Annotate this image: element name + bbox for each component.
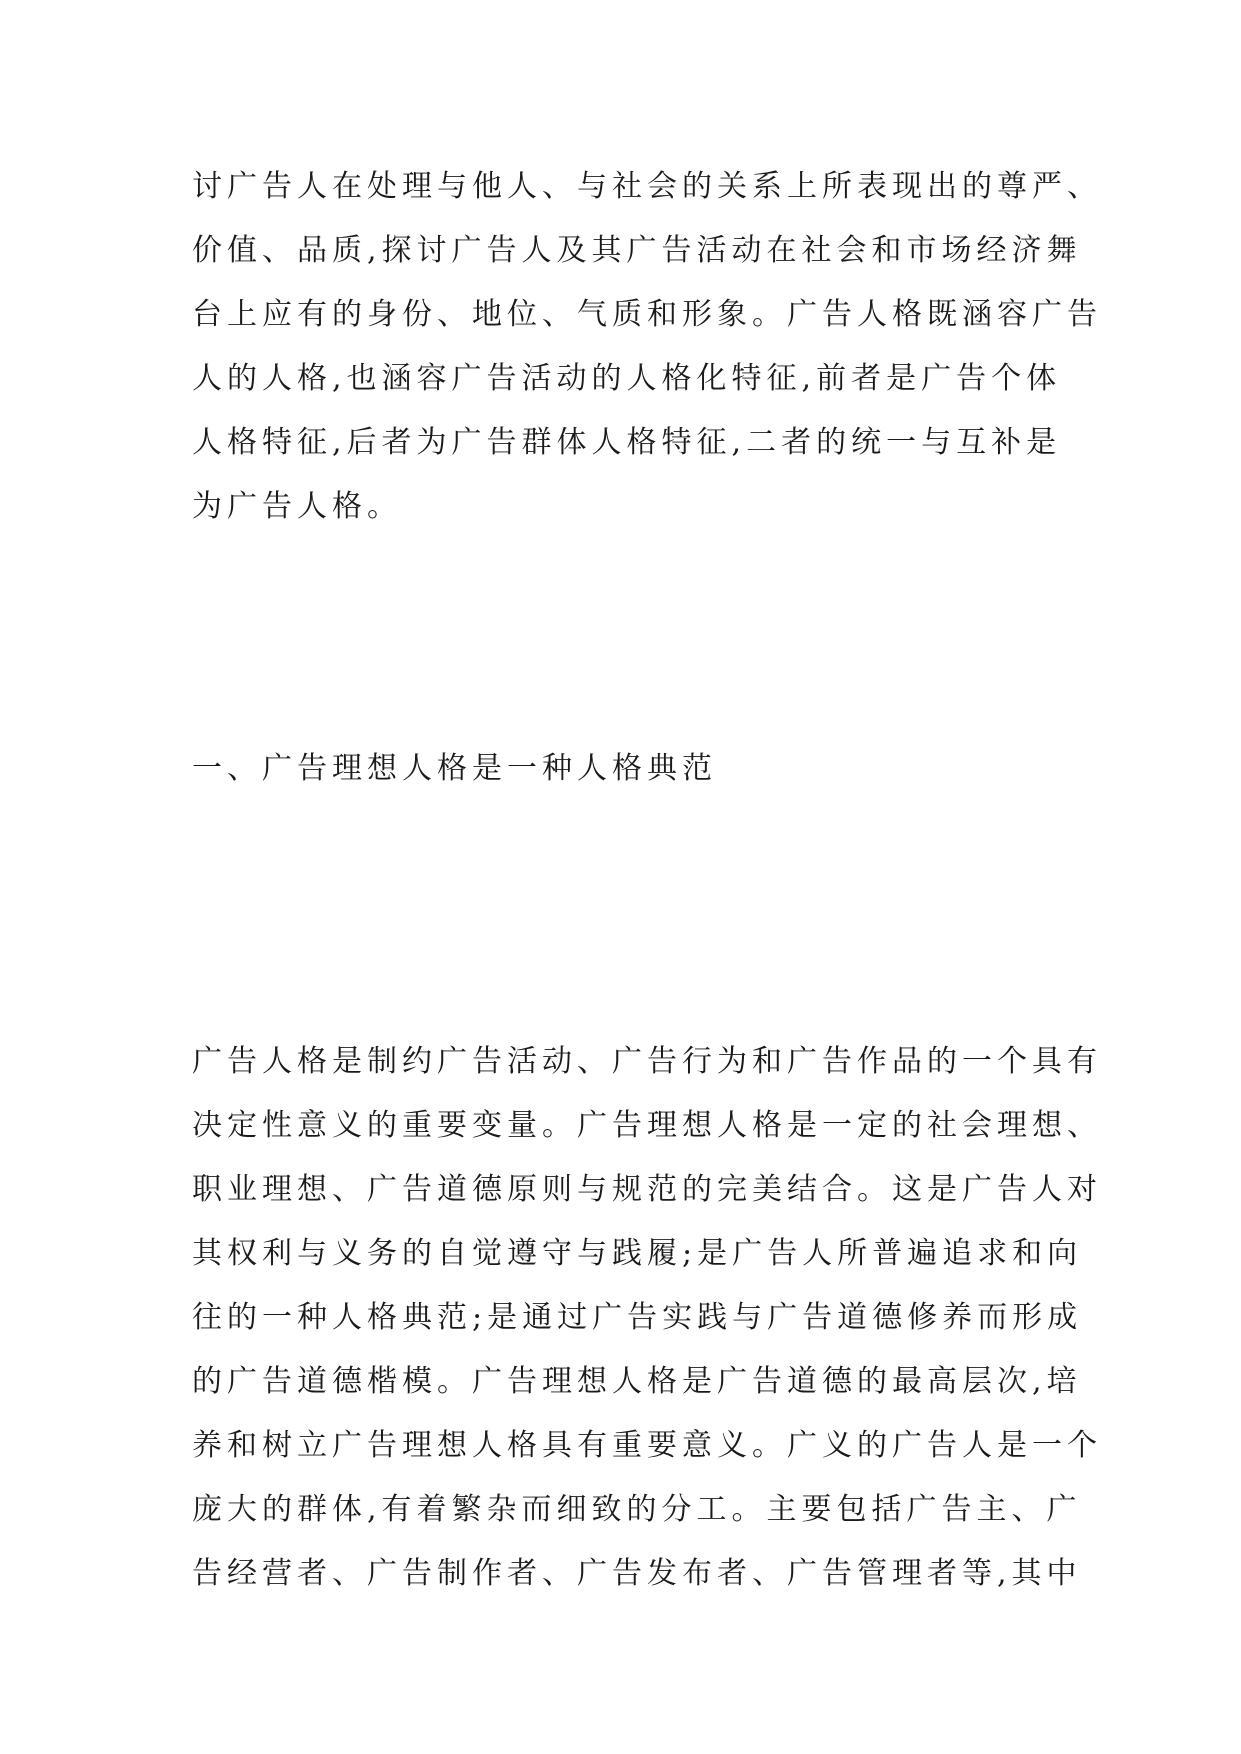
- text-line: 的广告道德楷模。广告理想人格是广告道德的最高层次,培: [192, 1364, 1082, 1399]
- text-line: 往的一种人格典范;是通过广告实践与广告道德修养而形成: [192, 1300, 1083, 1335]
- text-line: 其权利与义务的自觉遵守与践履;是广告人所普遍追求和向: [192, 1236, 1083, 1271]
- text-line: 人的人格,也涵容广告活动的人格化特征,前者是广告个体: [192, 361, 1062, 396]
- text-line: 庞大的群体,有着繁杂而细致的分工。主要包括广告主、广: [192, 1492, 1082, 1527]
- paragraph: [192, 155, 1102, 539]
- section-heading: [192, 737, 1072, 801]
- paragraph: [192, 1030, 1102, 1606]
- text-line: 告经营者、广告制作者、广告发布者、广告管理者等,其中: [192, 1556, 1082, 1591]
- text-line: 职业理想、广告道德原则与规范的完美结合。这是广告人对: [192, 1172, 1102, 1207]
- text-line: 台上应有的身份、地位、气质和形象。广告人格既涵容广告: [192, 297, 1102, 332]
- text-line: 决定性意义的重要变量。广告理想人格是一定的社会理想、: [192, 1108, 1102, 1143]
- text-line: 为广告人格。: [192, 489, 402, 524]
- section-heading-text: 一、广告理想人格是一种人格典范: [192, 751, 717, 786]
- text-line: 人格特征,后者为广告群体人格特征,二者的统一与互补是: [192, 425, 1062, 460]
- text-line: 价值、品质,探讨广告人及其广告活动在社会和市场经济舞: [192, 233, 1082, 268]
- text-line: 养和树立广告理想人格具有重要意义。广义的广告人是一个: [192, 1428, 1102, 1463]
- text-line: 讨广告人在处理与他人、与社会的关系上所表现出的尊严、: [192, 169, 1102, 204]
- text-line: 广告人格是制约广告活动、广告行为和广告作品的一个具有: [192, 1044, 1102, 1079]
